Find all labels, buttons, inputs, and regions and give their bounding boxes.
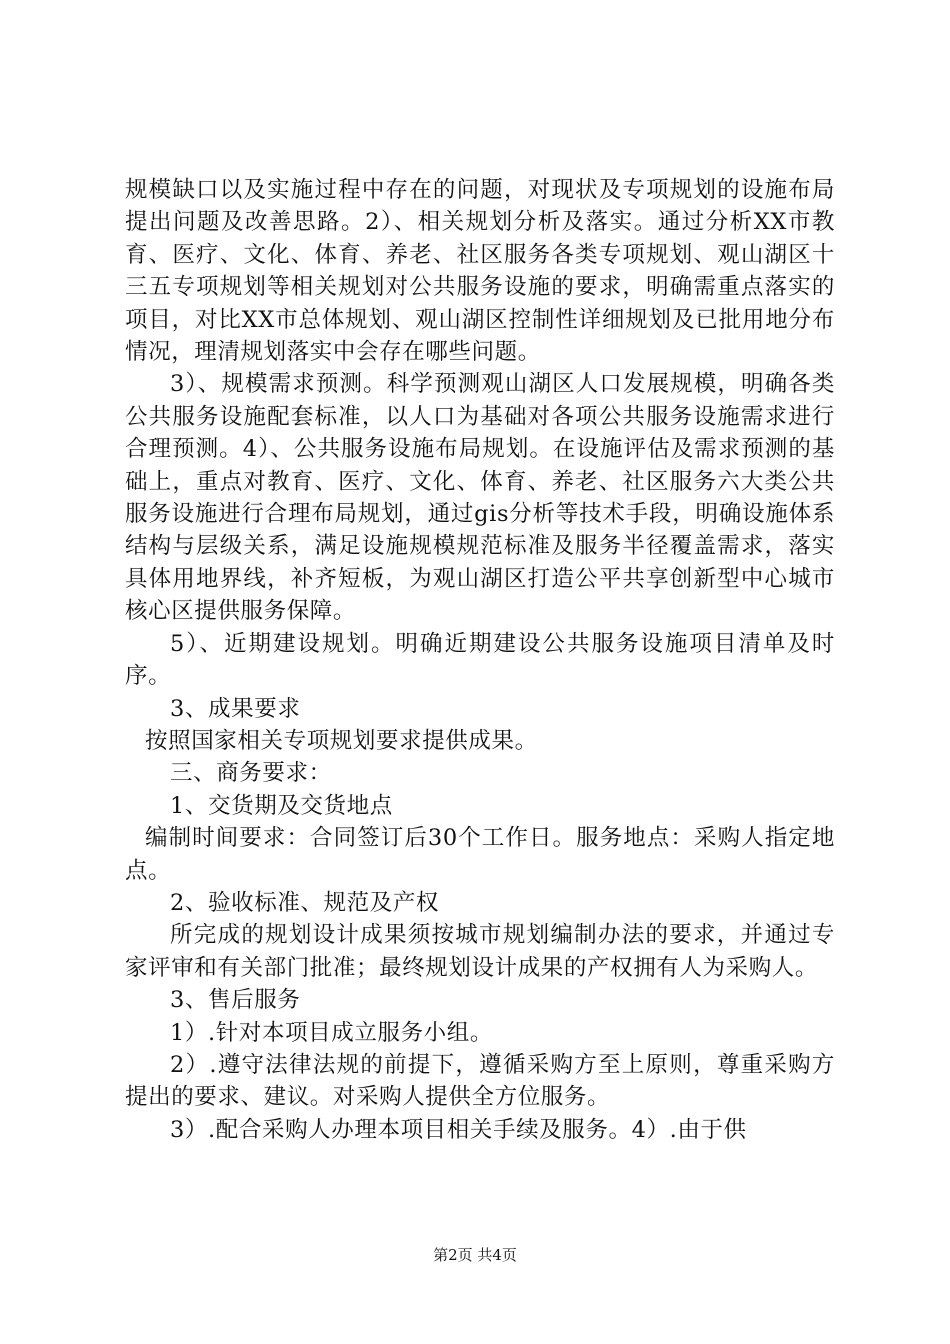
paragraph-2: 3）、规模需求预测。科学预测观山湖区人口发展规模，明确各类公共服务设施配套标准，以人口为基础对各项公共服务设施需求进行合理预测。4）、公共服务设施布局规划。在设施评估及需求预测的基础上，重点对教育、医疗、文化、体育、养老、社区服务六大类公共服务设施进行合理布局规划，通过gis分析等技术手段，明确设施体系结构与层级关系，满足设施规模规范标准及服务半径覆盖需求，落实具体用地界线，补齐短板，为观山湖区打造公平共享创新型中心城市核心区提供服务保障。 xyxy=(125,371,835,625)
paragraph-delivery: 编制时间要求：合同签订后30个工作日。服务地点：采购人指定地点。 xyxy=(125,825,835,884)
subheading-after-sales: 3、售后服务 xyxy=(170,987,301,1014)
paragraph-results: 按照国家相关专项规划要求提供成果。 xyxy=(145,727,538,754)
paragraph-3: 5）、近期建设规划。明确近期建设公共服务设施项目清单及时序。 xyxy=(125,630,835,690)
section-heading-business: 三、商务要求： xyxy=(170,760,332,787)
paragraph-after-sales-1: 1）.针对本项目成立服务小组。 xyxy=(170,1019,493,1046)
subheading-delivery: 1、交货期及交货地点 xyxy=(170,792,393,819)
paragraph-after-sales-2: 2）.遵守法律法规的前提下，遵循采购方至上原则，尊重采购方提出的要求、建议。对采购人提供全方位服务。 xyxy=(125,1051,835,1111)
subheading-acceptance: 2、验收标准、规范及产权 xyxy=(170,889,440,916)
page-footer: 第2页 共4页 xyxy=(433,1246,517,1264)
document-body xyxy=(125,174,835,1146)
paragraph-1: 规模缺口以及实施过程中存在的问题，对现状及专项规划的设施布局提出问题及改善思路。2）、相关规划分析及落实。通过分析XX市教育、医疗、文化、体育、养老、社区服务各类专项规划、观山湖区十三五专项规划等相关规划对公共服务设施的要求，明确需重点落实的项目，对比XX市总体规划、观山湖区控制性详细规划及已批用地分布情况，理清规划落实中会存在哪些问题。 xyxy=(125,177,835,366)
paragraph-acceptance: 所完成的规划设计成果须按城市规划编制办法的要求，并通过专家评审和有关部门批准；最终规划设计成果的产权拥有人为采购人。 xyxy=(125,922,835,981)
section-heading-results: 3、成果要求 xyxy=(170,695,301,722)
paragraph-after-sales-3: 3）.配合采购人办理本项目相关手续及服务。4）.由于供 xyxy=(170,1116,747,1143)
